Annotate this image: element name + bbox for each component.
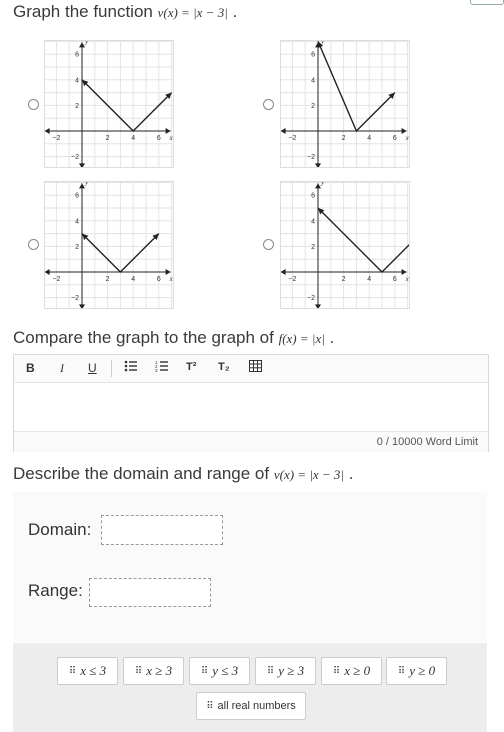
response-editor [13,354,489,452]
radio-option-c[interactable] [28,239,39,250]
x-tick-label: 4 [131,276,136,283]
question-1-period: . [232,2,238,21]
editor-text-area[interactable] [14,383,488,431]
italic-button[interactable]: I [60,361,64,375]
y-axis-name: y [321,182,325,187]
choice-text: y ≤ 3 [212,663,239,678]
y-tick-label: −2 [307,295,315,303]
y-tick-label: 6 [75,51,79,59]
choice-chip-all-real[interactable] [196,692,306,720]
x-axis-name: x [405,134,409,142]
choice-chip[interactable] [123,657,184,685]
x-tick-label: 2 [341,276,346,283]
y-tick-label: 4 [311,77,315,85]
x-tick-label: 2 [105,135,110,142]
x-tick-label: −2 [288,276,297,283]
graph-option-d[interactable] [280,181,410,309]
radio-option-a[interactable] [28,99,39,110]
x-tick-label: 6 [392,276,397,283]
choice-text: x ≥ 3 [146,663,173,678]
x-axis-arrow [281,269,286,275]
choice-text: x ≤ 3 [80,663,107,678]
drag-handle-icon: ⠿ [266,665,274,677]
x-axis-name: x [405,275,409,283]
y-axis-name: y [85,182,89,187]
choice-chip[interactable] [57,657,118,685]
word-count-bar [14,431,488,452]
choice-text: x ≥ 0 [344,663,371,678]
choice-chip[interactable] [321,657,382,685]
x-tick-label: 2 [341,135,346,142]
numbered-list-icon[interactable] [155,359,168,376]
x-tick-label: 4 [367,135,372,142]
absolute-value-curve [318,208,409,272]
domain-drop-target[interactable] [101,515,223,545]
subscript-button[interactable]: T₂ [218,361,230,373]
drag-handle-icon: ⠿ [206,700,213,712]
top-corner-button[interactable] [470,0,504,5]
question-2-period: . [329,328,335,347]
choice-text: y ≥ 3 [278,663,305,678]
y-tick-label: −2 [71,154,79,162]
radio-option-b[interactable] [263,99,274,110]
svg-text:3: 3 [155,368,158,373]
graph-option-b-plot [281,41,409,167]
choice-chip[interactable] [189,657,250,685]
drag-handle-icon: ⠿ [397,665,405,677]
y-tick-label: 2 [75,243,79,251]
drag-handle-icon: ⠿ [200,665,208,677]
y-axis-arrow [315,304,321,308]
y-tick-label: 2 [75,102,79,110]
editor-toolbar [14,355,488,383]
y-axis-arrow [79,163,85,167]
graph-option-d-plot [281,182,409,308]
graph-option-c[interactable] [44,181,174,309]
question-3 [13,464,353,484]
choice-chip[interactable] [386,657,447,685]
question-3-period: . [348,464,354,483]
question-1 [13,2,237,22]
x-tick-label: −2 [52,276,61,283]
y-tick-label: 4 [75,218,79,226]
y-axis-name: y [85,41,89,46]
question-3-text: Describe the domain and range of [13,464,270,483]
radio-option-d[interactable] [263,239,274,250]
y-tick-label: 6 [311,192,315,200]
x-axis-arrow [45,269,50,275]
svg-text:2: 2 [155,364,158,369]
x-tick-label: −2 [288,135,297,142]
graph-option-c-plot [45,182,173,308]
choice-chip[interactable] [255,657,316,685]
graph-option-b[interactable] [280,40,410,168]
y-tick-label: 4 [311,218,315,226]
question-2 [13,328,334,348]
y-tick-label: 2 [311,243,315,251]
x-tick-label: 4 [131,135,136,142]
y-tick-label: −2 [71,295,79,303]
bullet-list-icon[interactable] [124,359,137,376]
drag-handle-icon: ⠿ [332,665,340,677]
graph-option-a[interactable] [44,40,174,168]
svg-text:1: 1 [155,360,158,365]
answer-choice-bank [13,643,487,732]
y-axis-name: y [321,41,325,46]
graph-option-a-plot [45,41,173,167]
question-3-function: v(x) = |x − 3| [273,467,345,482]
choice-text: all real numbers [217,700,296,712]
x-axis-arrow [45,128,50,134]
toolbar-divider [111,360,112,377]
y-tick-label: 6 [75,192,79,200]
bold-button[interactable]: B [26,361,35,375]
y-axis-arrow [79,304,85,308]
drag-handle-icon: ⠿ [134,665,142,677]
answer-panel [13,492,487,642]
drag-handle-icon: ⠿ [68,665,76,677]
y-tick-label: −2 [307,154,315,162]
x-axis-name: x [169,134,173,142]
question-1-text: Graph the function [13,2,153,21]
y-tick-label: 6 [311,51,315,59]
x-tick-label: 4 [367,276,372,283]
question-1-function: v(x) = |x − 3| [157,5,228,20]
table-icon[interactable] [249,360,262,375]
choice-text: y ≥ 0 [409,663,436,678]
word-limit-counter: 0 / 10000 Word Limit [376,436,478,448]
x-tick-label: −2 [52,135,61,142]
superscript-button[interactable]: T² [186,361,197,373]
y-tick-label: 2 [311,102,315,110]
y-tick-label: 4 [75,77,79,85]
x-tick-label: 6 [392,135,397,142]
x-tick-label: 6 [156,276,161,283]
x-tick-label: 2 [105,276,110,283]
question-2-text: Compare the graph to the graph of [13,328,274,347]
underline-button[interactable]: U [88,361,97,375]
x-axis-arrow [281,128,286,134]
question-2-function: f(x) = |x| [278,331,325,346]
x-axis-name: x [169,275,173,283]
range-drop-target[interactable] [89,578,211,607]
y-axis-arrow [315,163,321,167]
x-tick-label: 6 [156,135,161,142]
range-label: Range: [28,581,83,600]
domain-label: Domain: [28,520,92,539]
